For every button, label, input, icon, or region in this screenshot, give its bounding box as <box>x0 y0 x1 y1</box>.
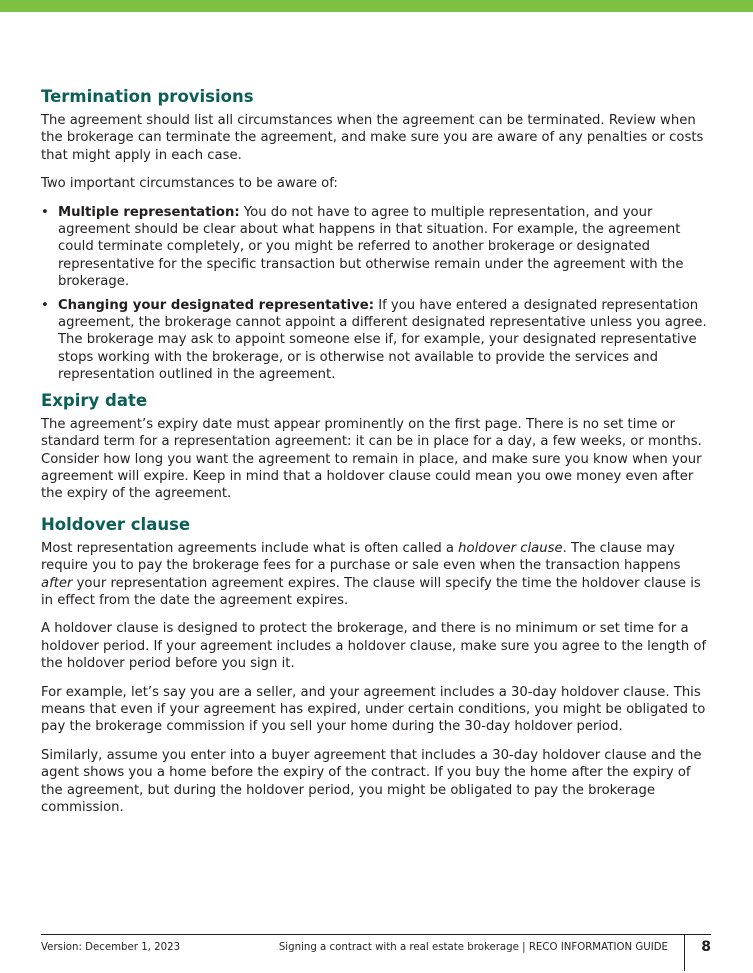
bullet-changing-representative <box>41 297 709 384</box>
bullet-text: If you have entered a designated representation agreement, the brokerage cannot appoint a different designated representative unless you agree. The brokerage may ask to appoint someone else if, for example, your designated representative stops working with the brokerage, or is otherwise not available to provide the services and representation outlined in the agreement. <box>58 297 707 383</box>
holdover-term: holdover clause <box>458 540 563 556</box>
holdover-paragraph-2: A holdover clause is designed to protect the brokerage, and there is no minimum or set time for a holdover period. If your agreement includes a holdover clause, make sure you agree to the length of the holdover period before you sign it. <box>41 621 707 672</box>
termination-paragraph-2: Two important circumstances to be aware of: <box>41 176 338 192</box>
bullet-label: Multiple representation: <box>58 204 240 220</box>
footer-divider <box>684 935 685 971</box>
page-number: 8 <box>701 939 711 955</box>
page-content <box>41 86 709 827</box>
expiry-heading: Expiry date <box>41 390 148 410</box>
section-expiry <box>41 390 709 503</box>
page-footer <box>41 934 711 971</box>
holdover-paragraph-3: For example, let’s say you are a seller, and your agreement includes a 30-day holdover clause. This means that even if your agreement has expired, under certain conditions, you might be obligated to pay the brokerage commission if you sell your home during the 30-day holdover period. <box>41 684 706 735</box>
section-holdover <box>41 514 709 817</box>
holdover-paragraph-4: Similarly, assume you enter into a buyer agreement that includes a 30-day holdover clause and the agent shows you a home before the expiry of the contract. If you buy the home after the expiry of the agreement, but during the holdover period, you might be obligated to pay the brokerage commission. <box>41 747 702 815</box>
holdover-paragraph-1: Most representation agreements include what is often called a holdover clause. The clause may require you to pay the brokerage fees for a purchase or sale even when the transaction happens after your representation agreement expires. The clause will specify the time the holdover clause is in effect from the date the agreement expires. <box>41 540 701 608</box>
expiry-paragraph: The agreement’s expiry date must appear prominently on the first page. There is no set time or standard term for a representation agreement: it can be in place for a day, a few weeks, or months. Consider how long you want the agreement to remain in place, and make sure you know when your agreement will expire. Keep in mind that a holdover clause could mean you owe money even after the expiry of the agreement. <box>41 416 702 502</box>
termination-bullet-list <box>41 204 709 384</box>
footer-version: Version: December 1, 2023 <box>41 942 181 953</box>
holdover-heading: Holdover clause <box>41 514 191 534</box>
section-termination <box>41 86 709 384</box>
top-accent-bar <box>0 0 753 12</box>
bullet-multiple-representation <box>41 204 709 291</box>
termination-heading: Termination provisions <box>41 87 254 106</box>
bullet-text: You do not have to agree to multiple representation, and your agreement should be clear about what happens in that situation. For example, the agreement could terminate completely, or you might be referred to another brokerage or designated representative for the specific transaction but otherwise remain under the agreement with the brokerage. <box>58 204 684 290</box>
footer-guide-title: Signing a contract with a real estate brokerage | RECO INFORMATION GUIDE <box>278 942 668 953</box>
termination-paragraph-1: The agreement should list all circumstances when the agreement can be terminated. Review when the brokerage can terminate the agreement, and make sure you are aware of any penalties or costs that might apply in each case. <box>41 113 704 163</box>
bullet-label: Changing your designated representative: <box>58 297 374 313</box>
emphasis-after: after <box>41 575 73 591</box>
